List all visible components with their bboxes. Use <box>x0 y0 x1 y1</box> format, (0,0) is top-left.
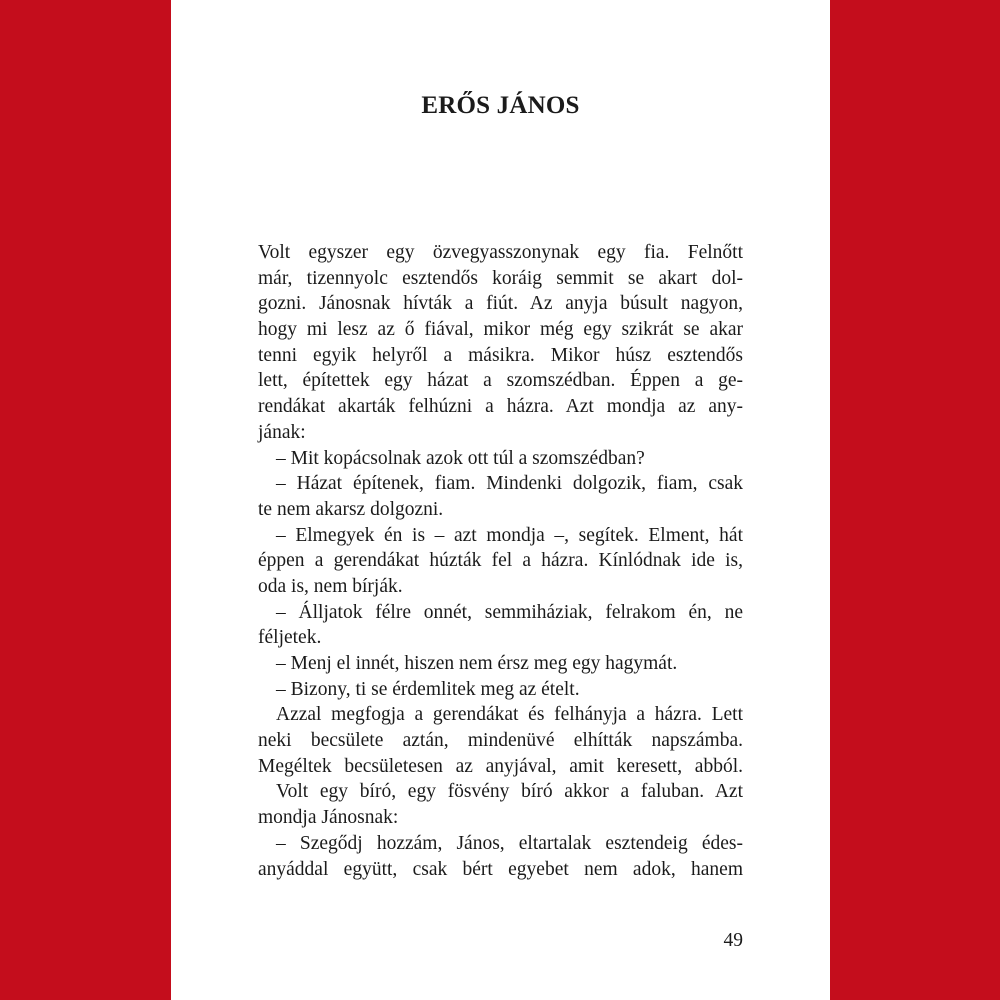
text-line: Megéltek becsületesen az anyjával, amit keresett, abból. <box>258 755 743 777</box>
text-line: anyáddal együtt, csak bért egyebet nem adok, hanem <box>258 858 743 880</box>
page-number: 49 <box>723 930 743 951</box>
text-line: Volt egy bíró, egy fösvény bíró akkor a faluban. Azt <box>276 781 743 803</box>
story-text <box>258 240 743 882</box>
text-line: te nem akarsz dolgozni. <box>258 498 444 520</box>
text-line: mondja Jánosnak: <box>258 807 399 829</box>
book-page <box>171 0 830 1000</box>
text-line: rendákat akarták felhúzni a házra. Azt mondja az any- <box>258 396 743 418</box>
chapter-title: ERŐS JÁNOS <box>421 92 580 119</box>
text-line: Volt egyszer egy özvegyasszonynak egy fia. Felnőtt <box>258 242 743 263</box>
text-line: – Álljatok félre onnét, semmiháziak, felrakom én, ne <box>276 601 743 623</box>
text-line: féljetek. <box>258 627 322 649</box>
text-line: neki becsülete aztán, mindenüvé elhítták napszámba. <box>258 730 743 752</box>
text-line: hogy mi lesz az ő fiával, mikor még egy szikrát se akar <box>258 319 743 341</box>
text-line: – Mit kopácsolnak azok ott túl a szomszédban? <box>276 447 645 469</box>
text-line: Azzal megfogja a gerendákat és felhányja a házra. Lett <box>276 704 743 726</box>
text-line: oda is, nem bírják. <box>258 575 403 597</box>
text-line: jának: <box>258 421 306 443</box>
text-line: – Elmegyek én is – azt mondja –, segítek. Elment, hát <box>276 524 743 546</box>
text-line: – Szegődj hozzám, János, eltartalak esztendeig édes- <box>276 832 743 854</box>
text-line: – Menj el innét, hiszen nem érsz meg egy hagymát. <box>276 653 678 674</box>
text-line: tenni egyik helyről a másikra. Mikor húsz esztendős <box>258 344 743 366</box>
text-line: lett, építettek egy házat a szomszédban. Éppen a ge- <box>258 370 743 392</box>
text-line: már, tizennyolc esztendős koráig semmit se akart dol- <box>258 267 743 289</box>
text-line: gozni. Jánosnak hívták a fiút. Az anyja búsult nagyon, <box>258 293 743 315</box>
text-line: – Bizony, ti se érdemlitek meg az ételt. <box>276 678 580 700</box>
text-line: éppen a gerendákat húzták fel a házra. Kínlódnak ide is, <box>258 550 743 572</box>
text-line: – Házat építenek, fiam. Mindenki dolgozik, fiam, csak <box>276 473 743 495</box>
